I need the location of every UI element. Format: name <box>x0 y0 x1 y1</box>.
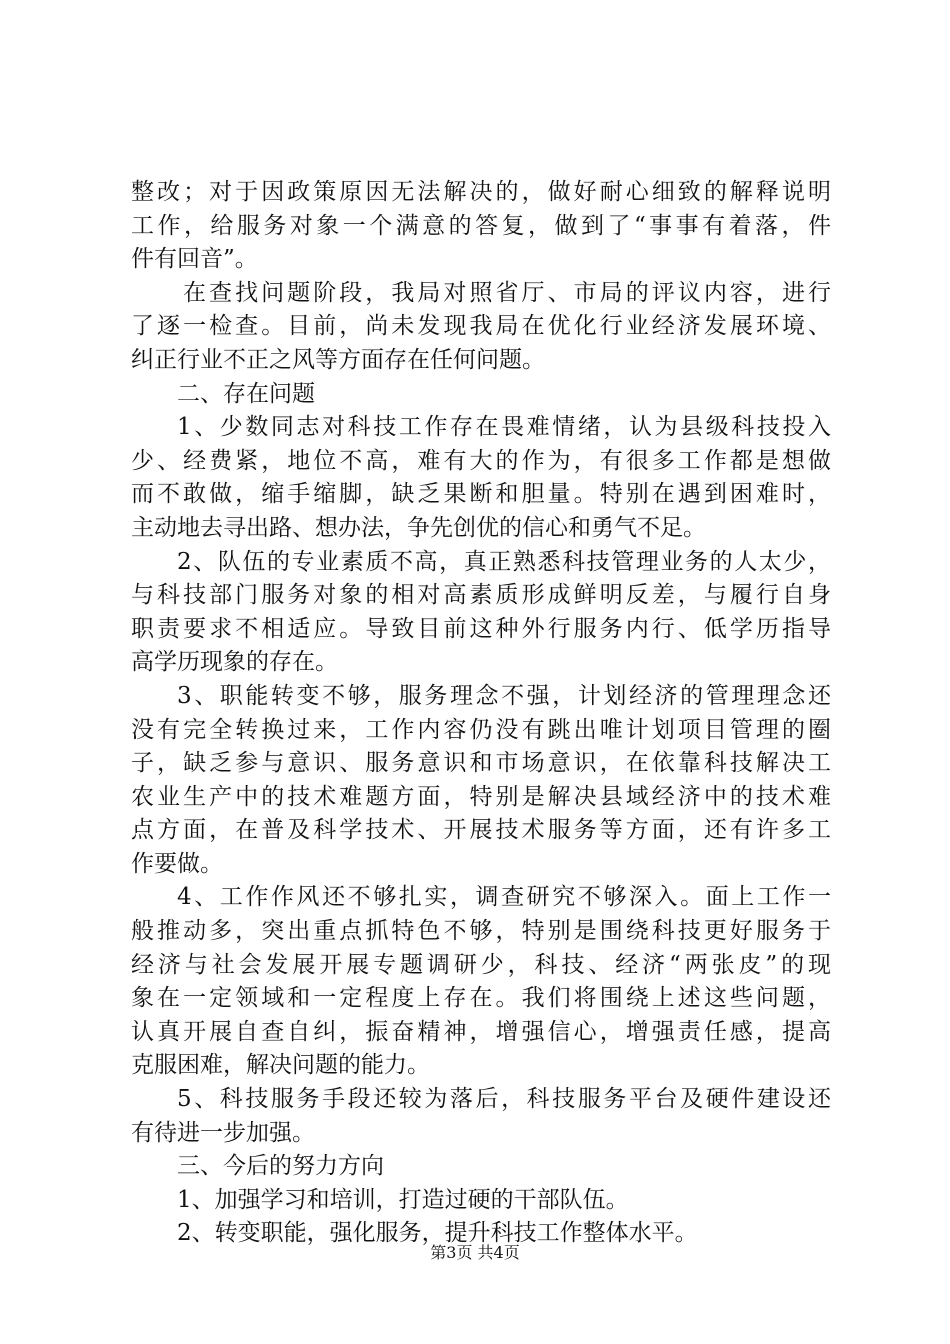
body-line: 农业生产中的技术难题方面，特别是解决县域经济中的技术难 <box>131 783 831 810</box>
body-line: 职责要求不相适应。导致目前这种外行服务内行、低学历指导 <box>131 615 831 642</box>
body-line: 1、加强学习和培训，打造过硬的干部队伍。 <box>177 1186 629 1213</box>
body-line: 整改；对于因政策原因无法解决的，做好耐心细致的解释说明 <box>131 179 831 205</box>
body-line: 般推动多，突出重点抓特色不够，特别是围绕科技更好服务于 <box>131 918 831 945</box>
body-line: 2、队伍的专业素质不高，真正熟悉科技管理业务的人太少， <box>177 548 831 575</box>
body-line: 没有完全转换过来，工作内容仍没有跳出唯计划项目管理的圈 <box>131 716 831 743</box>
body-line: 在查找问题阶段，我局对照省厅、市局的评议内容，进行 <box>183 279 831 306</box>
section-heading: 三、今后的努力方向 <box>177 1153 384 1180</box>
body-line: 点方面，在普及科学技术、开展技术服务等方面，还有许多工 <box>131 817 831 844</box>
body-line: 经济与社会发展开展专题调研少，科技、经济“两张皮”的现 <box>131 951 831 978</box>
body-line: 纠正行业不正之风等方面存在任何问题。 <box>131 346 545 373</box>
body-line: 而不敢做，缩手缩脚，缺乏果断和胆量。特别在遇到困难时， <box>131 481 831 508</box>
body-line: 与科技部门服务对象的相对高素质形成鲜明反差，与履行自身 <box>131 582 831 609</box>
section-heading: 二、存在问题 <box>177 380 315 407</box>
body-line: 3、职能转变不够，服务理念不强，计划经济的管理理念还 <box>177 682 831 709</box>
body-line: 件有回音”。 <box>131 246 258 273</box>
body-line: 1、少数同志对科技工作存在畏难情绪，认为县级科技投入 <box>177 414 831 441</box>
body-line: 少、经费紧，地位不高，难有大的作为，有很多工作都是想做 <box>131 447 831 474</box>
document-body <box>131 176 831 1251</box>
body-line: 作要做。 <box>131 850 223 877</box>
body-line: 4、工作作风还不够扎实，调查研究不够深入。面上工作一 <box>177 884 831 911</box>
body-line: 主动地去寻出路、想办法，争先创优的信心和勇气不足。 <box>131 514 706 541</box>
body-line: 高学历现象的存在。 <box>131 649 338 676</box>
body-line: 工作，给服务对象一个满意的答复，做到了“事事有着落，件 <box>131 212 831 239</box>
body-line: 5、科技服务手段还较为落后，科技服务平台及硬件建设还 <box>177 1086 831 1113</box>
body-line: 象在一定领域和一定程度上存在。我们将围绕上述这些问题， <box>131 985 831 1012</box>
body-line: 有待进一步加强。 <box>131 1119 315 1146</box>
body-line: 子，缺乏参与意识、服务意识和市场意识，在依靠科技解决工 <box>131 750 831 777</box>
body-line: 认真开展自查自纠，振奋精神，增强信心，增强责任感，提高 <box>131 1018 831 1045</box>
body-line: 2、转变职能，强化服务，提升科技工作整体水平。 <box>177 1220 698 1247</box>
page-number-footer: 第3页 共4页 <box>430 1243 520 1262</box>
body-line: 克服困难，解决问题的能力。 <box>131 1052 430 1079</box>
body-line: 了逐一检查。目前，尚未发现我局在优化行业经济发展环境、 <box>131 313 831 340</box>
